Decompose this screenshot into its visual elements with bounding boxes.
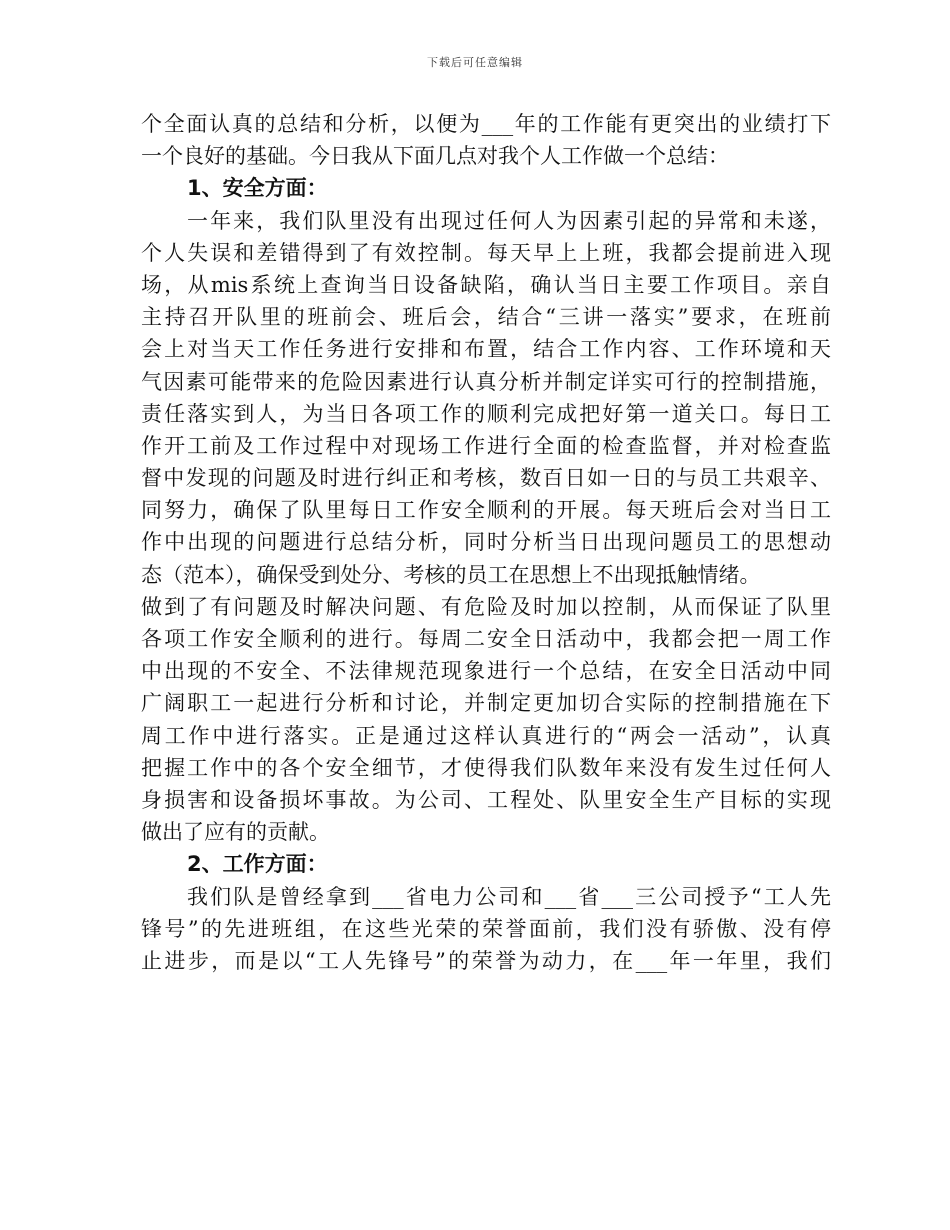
body-line: 止进步，而是以“工人先锋号”的荣誉为动力，在___年一年里，我们	[141, 948, 831, 973]
body-line: 个全面认真的总结和分析，以便为___年的工作能有更突出的业绩打下	[141, 112, 831, 136]
body-line: 责任落实到人，为当日各项工作的顺利完成把好第一道关口。每日工	[141, 401, 831, 426]
body-line: 气因素可能带来的危险因素进行认真分析并制定详实可行的控制措施，	[141, 369, 831, 394]
body-line: 中出现的不安全、不法律规范现象进行一个总结，在安全日活动中同	[141, 659, 831, 684]
body-line: 作中出现的问题进行总结分析，同时分析当日出现问题员工的思想动	[141, 530, 831, 555]
body-line: 态（范本），确保受到处分、考核的员工在思想上不出现抵触情绪。	[141, 562, 761, 587]
body-line: 会上对当天工作任务进行安排和布置，结合工作内容、工作环境和天	[141, 337, 831, 362]
body-line: 同努力，确保了队里每日工作安全顺利的开展。每天班后会对当日工	[141, 498, 831, 523]
body-line: 广阔职工一起进行分析和讨论，并制定更加切合实际的控制措施在下	[141, 691, 831, 716]
body-line: 一年来，我们队里没有出现过任何人为因素引起的异常和未遂，	[187, 208, 831, 233]
body-line: 做出了应有的贡献。	[141, 820, 330, 845]
body-line: 把握工作中的各个安全细节，才使得我们队数年来没有发生过任何人	[141, 755, 831, 780]
section-heading-work: 2、工作方面：	[187, 852, 328, 877]
body-line: 身损害和设备损坏事故。为公司、工程处、队里安全生产目标的实现	[141, 787, 831, 812]
body-line: 场，从mis系统上查询当日设备缺陷，确认当日主要工作项目。亲自	[141, 272, 831, 297]
body-line: 各项工作安全顺利的进行。每周二安全日活动中，我都会把一周工作	[141, 627, 831, 651]
body-line: 我们队是曾经拿到___省电力公司和___省___三公司授予“工人先	[187, 884, 831, 909]
body-line: 周工作中进行落实。正是通过这样认真进行的“两会一活动”，认真	[141, 723, 831, 748]
body-line: 做到了有问题及时解决问题、有危险及时加以控制，从而保证了队里	[141, 594, 831, 619]
body-line: 锋号”的先进班组，在这些光荣的荣誉面前，我们没有骄傲、没有停	[141, 916, 831, 941]
body-line: 作开工前及工作过程中对现场工作进行全面的检查监督，并对检查监	[141, 433, 831, 458]
document-body	[141, 108, 831, 977]
page-header: 下载后可任意编辑	[427, 56, 523, 69]
body-line: 个人失误和差错得到了有效控制。每天早上上班，我都会提前进入现	[141, 240, 831, 265]
body-line: 一个良好的基础。今日我从下面几点对我个人工作做一个总结：	[141, 144, 729, 169]
section-heading-safety: 1、安全方面：	[187, 176, 328, 201]
body-line: 督中发现的问题及时进行纠正和考核，数百日如一日的与员工共艰辛、	[141, 466, 831, 491]
body-line: 主持召开队里的班前会、班后会，结合“三讲一落实”要求，在班前	[141, 305, 831, 330]
